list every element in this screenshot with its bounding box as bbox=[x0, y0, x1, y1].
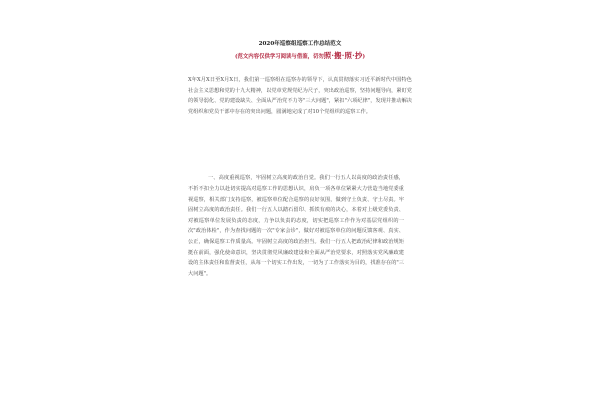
subtitle-prefix: (范文内容仅供学习阅读与借鉴，切勿 bbox=[234, 54, 324, 60]
document-page bbox=[178, 0, 422, 400]
subtitle-suffix: ) bbox=[362, 54, 366, 60]
paragraph-gap bbox=[178, 117, 422, 173]
document-title: 2020年巡察组巡察工作总结范文 bbox=[258, 41, 342, 47]
paragraph-section-one: 一、高度重视巡察，牢固树立高度的政治自觉。我们一行五人以高度的政治责任感，不折不扣全力以赴切实提高对巡察工作的思想认识，肩负一项各单位紧紧大力营造当地党委重视巡察，相关部门支持巡察，被巡察单位配合巡察的良好氛围，做到守土负责、守土尽责。牢固树立高度的政治责任。我们一行五人以踏石留印、抓铁有痕的决心，本着对上级党委负责、对被巡察单位发展负责的态度，力争以负责的态度，切实把巡察工作作为对基层党组织的一次"政治体检"，作为查找问题的一次"专家会诊"，做好对被巡察单位的问题反馈客观、真实、公正，确保巡察工作质量高。牢固树立高度的政治担当。我们一行五人把政治纪律和政治规矩挺在前面，强化使命意识，坚决贯彻党风廉政建设和全面从严治党要求，对照落实党风廉政建设的主体责任和监督责任，从每一个切实工作出发，一切为了工作落实为目的，找准存在的"三大问题"。 bbox=[188, 175, 404, 277]
document-subtitle bbox=[178, 52, 422, 61]
paragraph-intro: X年X月X日至X月X日，我们第一巡察组在巡察办的领导下，认真贯彻落实习近平新时代中国特色社会主义思想和党的十九大精神，以党章党规党纪为尺子，突出政治巡察，坚持问题导向，紧盯党的领导弱化、党的建设缺失、全面从严治党不力等"三大问题"，紧扣"六项纪律"，发现并推动解决党组织和党员干部中存在的突出问题，圆满地完成了对10个党组织的巡察工作。 bbox=[188, 77, 412, 115]
subtitle-stamp: 照·搬·照·抄 bbox=[323, 51, 363, 60]
